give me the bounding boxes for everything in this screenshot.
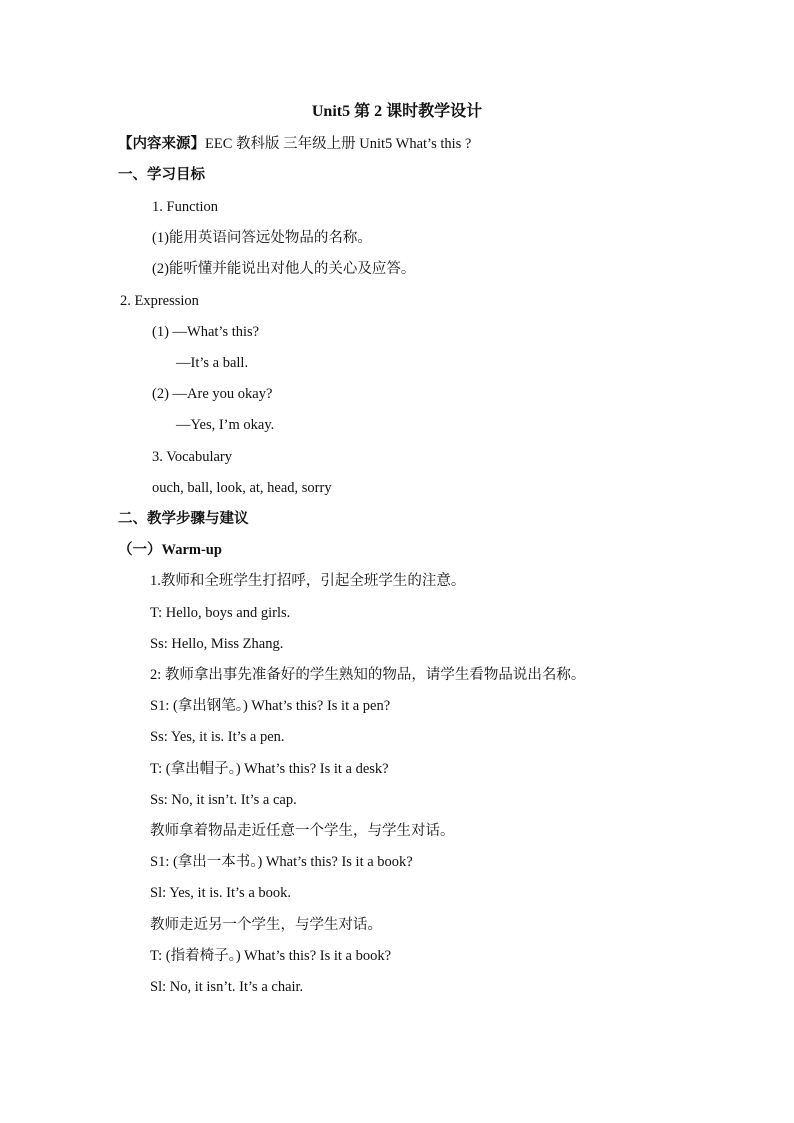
lesson-line: S1: (拿出一本书。) What’s this? Is it a book? bbox=[150, 854, 413, 870]
vocabulary-heading: 3. Vocabulary bbox=[152, 449, 233, 465]
lesson-line: Ss: Yes, it is. It’s a pen. bbox=[150, 729, 285, 745]
expression-line: (2) —Are you okay? bbox=[152, 386, 273, 402]
lesson-line: Sl: No, it isn’t. It’s a chair. bbox=[150, 979, 304, 995]
lesson-line: S1: (拿出钢笔。) What’s this? Is it a pen? bbox=[150, 698, 391, 714]
lesson-line: 1.教师和全班学生打招呼，引起全班学生的注意。 bbox=[150, 573, 466, 589]
content-source bbox=[118, 135, 471, 153]
expression-line: (1) —What’s this? bbox=[152, 324, 260, 340]
lesson-line: T: Hello, boys and girls. bbox=[150, 605, 291, 621]
section-heading-steps: 二、教学步骤与建议 bbox=[118, 511, 249, 527]
function-item: (1)能用英语问答远处物品的名称。 bbox=[152, 230, 372, 246]
lesson-line: Ss: Hello, Miss Zhang. bbox=[150, 636, 284, 652]
content-source-text: EEC 教科版 三年级上册 Unit5 What’s this ? bbox=[205, 136, 472, 152]
content-source-label: 【内容来源】 bbox=[118, 136, 205, 152]
warmup-subheading: （一）Warm-up bbox=[118, 542, 222, 558]
document-title: Unit5 第 2 课时教学设计 bbox=[311, 103, 483, 120]
expression-line: —Yes, I’m okay. bbox=[176, 417, 275, 433]
lesson-line: Sl: Yes, it is. It’s a book. bbox=[150, 885, 291, 901]
function-heading: 1. Function bbox=[152, 199, 219, 215]
lesson-line: T: (指着椅子。) What’s this? Is it a book? bbox=[150, 948, 392, 964]
expression-line: —It’s a ball. bbox=[176, 355, 249, 371]
lesson-line: 教师拿着物品走近任意一个学生，与学生对话。 bbox=[150, 823, 455, 839]
lesson-line: T: (拿出帽子。) What’s this? Is it a desk? bbox=[150, 761, 389, 777]
lesson-line: Ss: No, it isn’t. It’s a cap. bbox=[150, 792, 297, 808]
function-item: (2)能听懂并能说出对他人的关心及应答。 bbox=[152, 261, 416, 277]
section-heading-objectives: 一、学习目标 bbox=[118, 167, 205, 183]
expression-heading: 2. Expression bbox=[120, 293, 199, 309]
lesson-line: 教师走近另一个学生，与学生对话。 bbox=[150, 917, 382, 933]
vocabulary-list: ouch, ball, look, at, head, sorry bbox=[152, 480, 332, 496]
lesson-line: 2: 教师拿出事先准备好的学生熟知的物品，请学生看物品说出名称。 bbox=[150, 667, 586, 683]
